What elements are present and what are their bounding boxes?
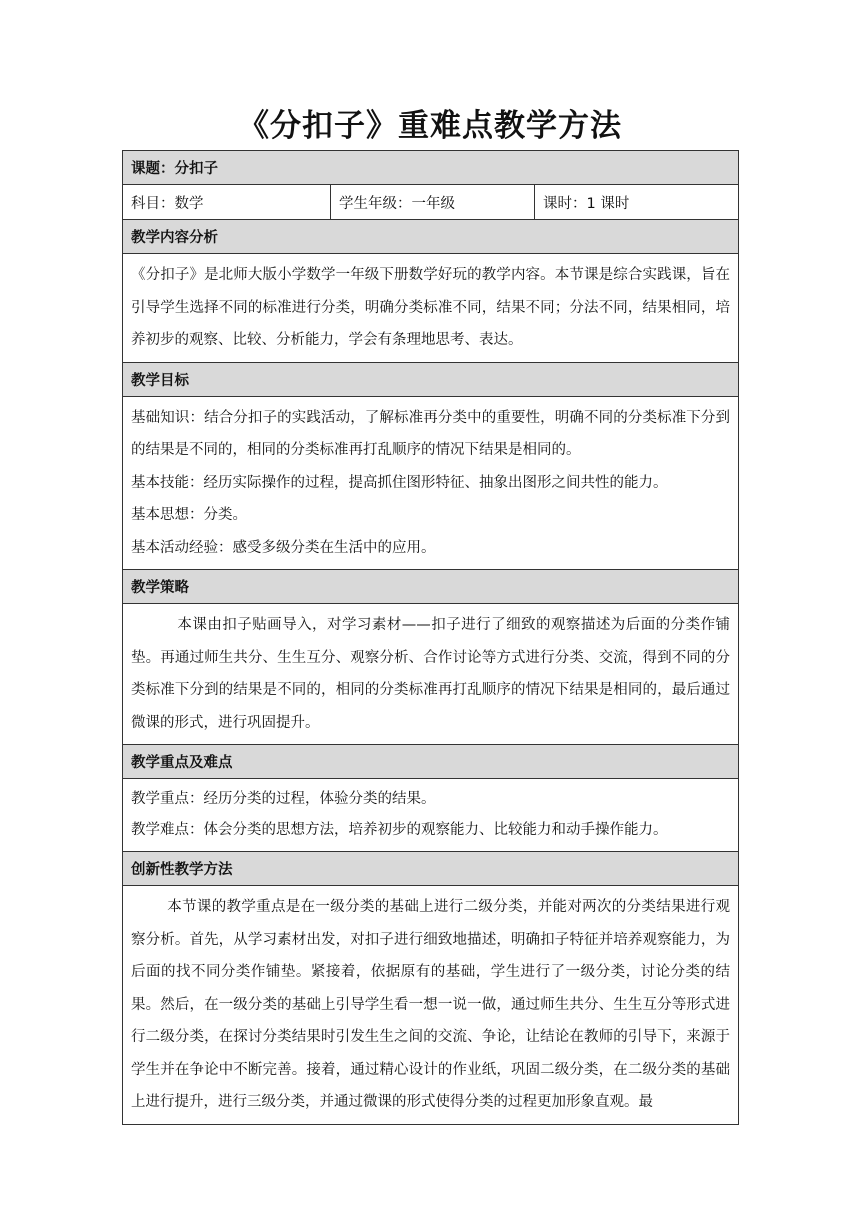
strategy-text: 本课由扣子贴画导入，对学习素材——扣子进行了细致的观察描述为后面的分类作铺垫。再通过师生共分、生生互分、观察分析、合作讨论等方式进行分类、交流，得到不同的分类标准下分到的结果是不同的，相同的分类标准再打乱顺序的情况下结果是相同的，最后通过微课的形式，进行巩固提升。 bbox=[131, 617, 731, 731]
grade-cell: 学生年级：一年级 bbox=[331, 185, 535, 220]
key-points-heading-row bbox=[123, 745, 739, 779]
key-point-item: 教学重点：经历分类的过程，体验分类的结果。 bbox=[131, 791, 436, 807]
goal-item: 基本技能：经历实际操作的过程，提高抓住图形特征、抽象出图形之间共性的能力。 bbox=[131, 474, 668, 491]
methods-heading: 创新性教学方法 bbox=[123, 852, 739, 886]
methods-text: 本节课的教学重点是在一级分类的基础上进行二级分类，并能对两次的分类结果进行观察分析。首先，从学习素材出发，对扣子进行细致地描述，明确扣子特征并培养观察能力，为后面的找不同分类作铺垫。紧接着，依据原有的基础，学生进行了一级分类，讨论分类的结果。然后，在一级分类的基础上引导学生看一想一说一做，通过师生共分、生生互分等形式进行二级分类，在探讨分类结果时引发生生之间的交流、争论，让结论在教师的引导下，来源于学生并在争论中不断完善。接着，通过精心设计的作业纸，巩固二级分类，在二级分类的基础上进行提升，进行三级分类，并通过微课的形式使得分类的过程更加形象直观。最 bbox=[131, 899, 731, 1110]
key-points-body bbox=[123, 779, 739, 852]
document-title: 《分扣子》重难点教学方法 bbox=[238, 108, 622, 144]
key-points-heading: 教学重点及难点 bbox=[123, 745, 739, 779]
methods-heading-row bbox=[123, 852, 739, 886]
key-point-item: 教学难点：体会分类的思想方法，培养初步的观察能力、比较能力和动手操作能力。 bbox=[131, 822, 668, 838]
key-points-body-row bbox=[123, 779, 739, 852]
methods-body bbox=[123, 886, 739, 1125]
methods-body-row bbox=[123, 886, 739, 1125]
content-analysis-body bbox=[123, 254, 739, 363]
goal-item: 基本活动经验：感受多级分类在生活中的应用。 bbox=[131, 539, 436, 556]
strategy-body bbox=[123, 604, 739, 745]
topic-row bbox=[123, 151, 739, 185]
goals-heading: 教学目标 bbox=[123, 362, 739, 396]
info-row bbox=[123, 185, 739, 220]
goal-item: 基本思想：分类。 bbox=[131, 507, 247, 523]
hours-cell: 课时：1 课时 bbox=[535, 185, 739, 220]
topic-cell: 课题：分扣子 bbox=[123, 151, 739, 185]
goals-body-row bbox=[123, 396, 739, 570]
content-analysis-body-row bbox=[123, 254, 739, 363]
goals-heading-row bbox=[123, 362, 739, 396]
goal-item: 基础知识：结合分扣子的实践活动，了解标准再分类中的重要性，明确不同的分类标准下分到的结果是不同的，相同的分类标准再打乱顺序的情况下结果是相同的。 bbox=[131, 409, 731, 458]
content-analysis-heading-row bbox=[123, 220, 739, 254]
goals-body bbox=[123, 396, 739, 570]
subject-cell: 科目：数学 bbox=[123, 185, 331, 220]
strategy-body-row bbox=[123, 604, 739, 745]
strategy-heading-row bbox=[123, 570, 739, 604]
content-analysis-heading: 教学内容分析 bbox=[123, 220, 739, 254]
content-analysis-text: 《分扣子》是北师大版小学数学一年级下册数学好玩的教学内容。本节课是综合实践课，旨在引导学生选择不同的标准进行分类，明确分类标准不同，结果不同；分法不同，结果相同，培养初步的观察、比较、分析能力，学会有条理地思考、表达。 bbox=[131, 267, 731, 348]
lesson-plan-table bbox=[122, 150, 739, 1125]
strategy-heading: 教学策略 bbox=[123, 570, 739, 604]
